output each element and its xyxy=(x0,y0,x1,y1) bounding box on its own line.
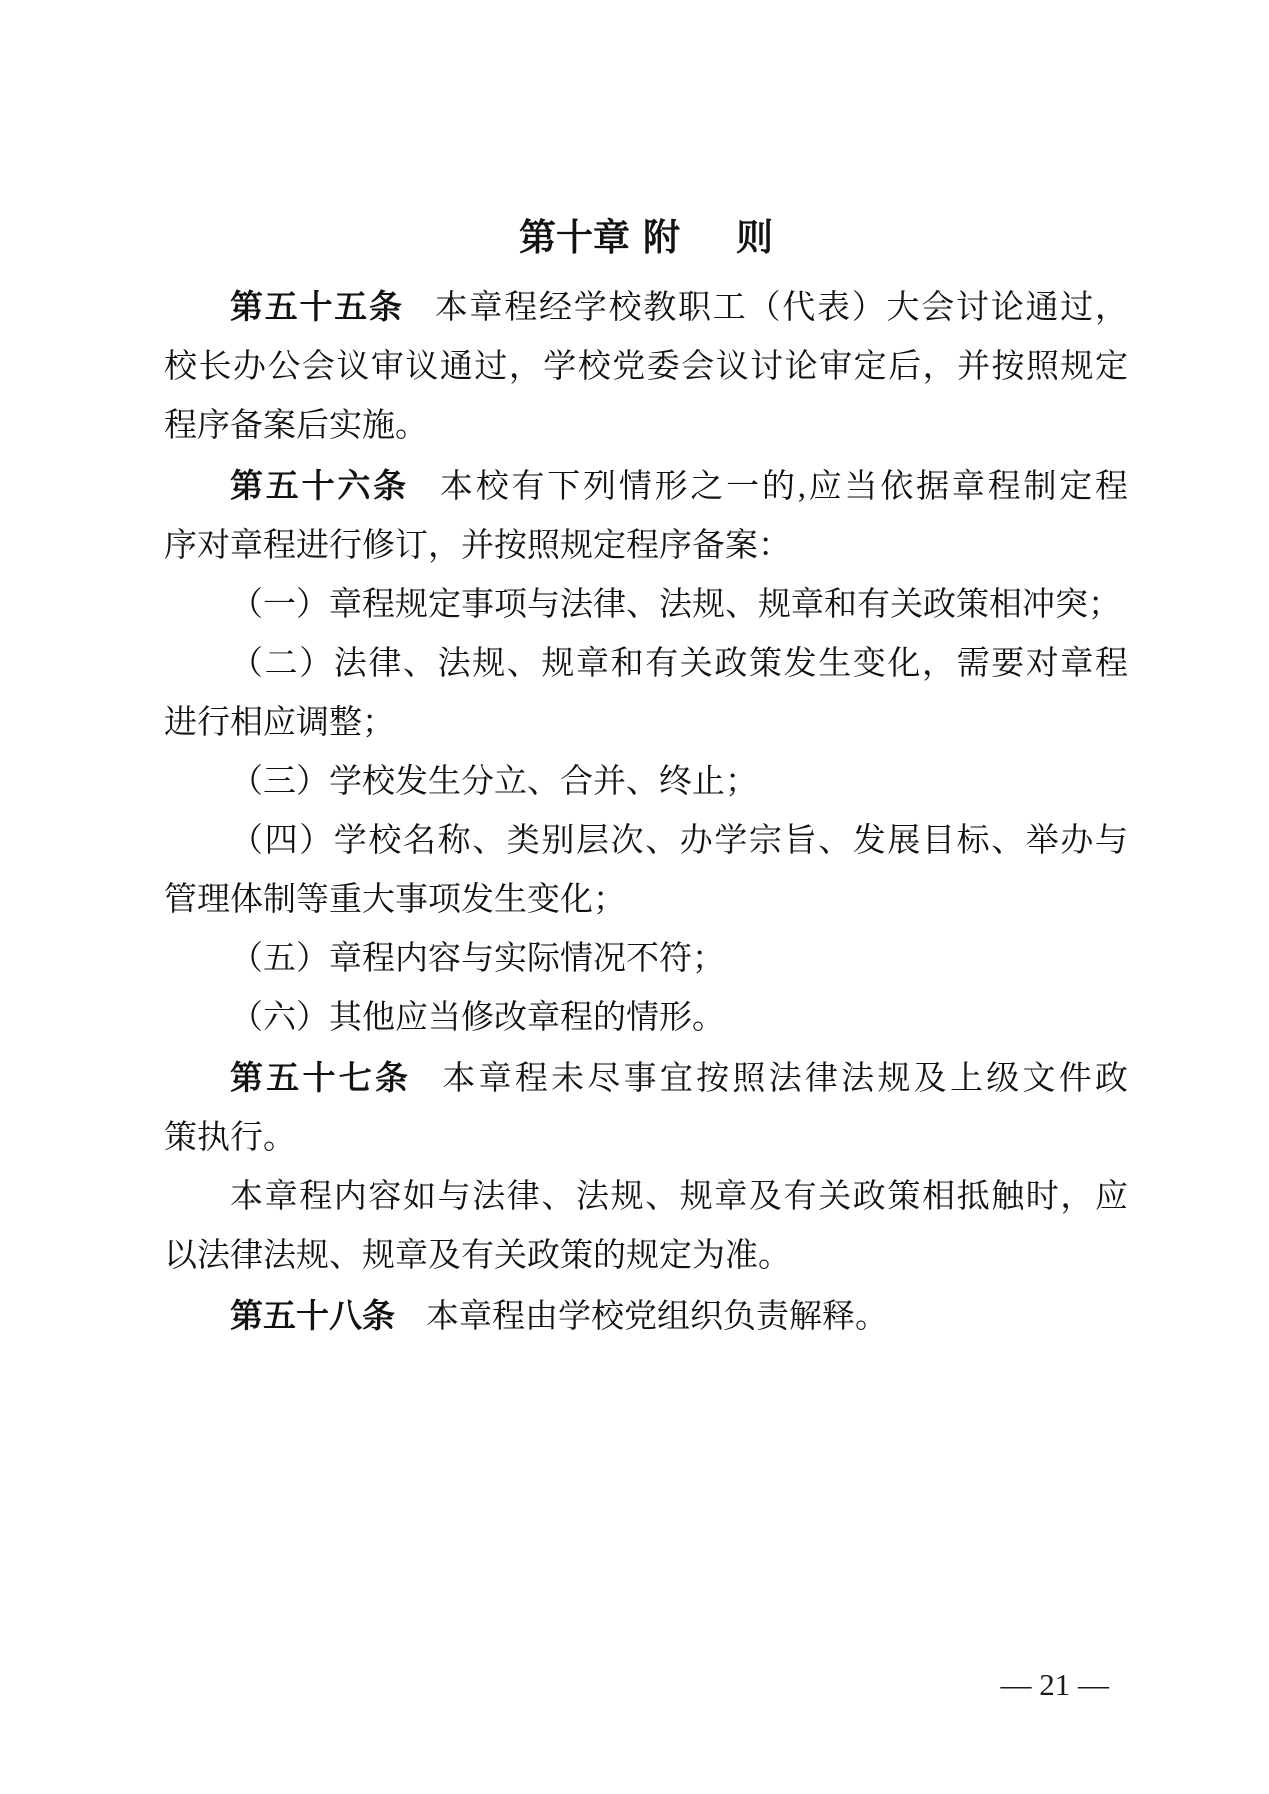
text-line xyxy=(164,517,1128,576)
text-line xyxy=(164,1048,1128,1109)
line-text: 本章程由学校党组织负责解释。 xyxy=(426,1299,888,1335)
text-line xyxy=(164,871,1128,930)
text-line xyxy=(164,1286,1128,1347)
page-number: — 21 — xyxy=(1000,1667,1109,1702)
chapter-name-char-1: 附 xyxy=(643,217,680,258)
text-line xyxy=(164,930,1128,989)
text-line xyxy=(164,1109,1128,1168)
line-text: （五）章程内容与实际情况不符； xyxy=(230,941,725,977)
article-text xyxy=(164,277,1128,1347)
article-number: 第五十六条 xyxy=(230,467,409,504)
text-line xyxy=(164,338,1128,397)
text-line xyxy=(164,1227,1128,1286)
line-text: 策执行。 xyxy=(164,1120,296,1156)
line-text: 序对章程进行修订，并按照规定程序备案： xyxy=(164,528,791,564)
text-line xyxy=(164,1168,1128,1227)
text-line xyxy=(164,576,1128,635)
text-line xyxy=(164,456,1128,517)
line-text: 本章程未尽事宜按照法律法规及上级文件政 xyxy=(442,1061,1129,1097)
line-text: 程序备案后实施。 xyxy=(164,408,428,444)
article-number: 第五十七条 xyxy=(230,1059,412,1096)
line-text: 本校有下列情形之一的,应当依据章程制定程 xyxy=(439,469,1128,505)
line-text: 校长办公会议审议通过，学校党委会议讨论审定后，并按照规定 xyxy=(164,349,1128,385)
line-text: 进行相应调整； xyxy=(164,705,395,741)
chapter-name-char-2: 则 xyxy=(736,217,773,258)
text-line xyxy=(164,989,1128,1048)
text-line xyxy=(164,397,1128,456)
line-text: （一）章程规定事项与法律、法规、规章和有关政策相冲突； xyxy=(230,587,1121,623)
line-text: 本章程内容如与法律、法规、规章及有关政策相抵触时，应 xyxy=(230,1179,1128,1215)
article-number: 第五十五条 xyxy=(230,288,404,325)
line-text: （四）学校名称、类别层次、办学宗旨、发展目标、举办与 xyxy=(230,823,1128,859)
text-line xyxy=(164,753,1128,812)
line-text: （六）其他应当修改章程的情形。 xyxy=(230,1000,725,1036)
article-number: 第五十八条 xyxy=(230,1297,395,1334)
line-text: （三）学校发生分立、合并、终止； xyxy=(230,764,758,800)
text-line xyxy=(164,694,1128,753)
line-text: 以法律法规、规章及有关政策的规定为准。 xyxy=(164,1238,791,1274)
line-text: （二）法律、法规、规章和有关政策发生变化，需要对章程 xyxy=(230,646,1128,682)
line-text: 本章程经学校教职工（代表）大会讨论通过， xyxy=(434,290,1128,326)
page-content xyxy=(164,208,1128,1347)
line-text: 管理体制等重大事项发生变化； xyxy=(164,882,626,918)
text-line xyxy=(164,812,1128,871)
chapter-number: 第十章 xyxy=(519,217,630,258)
chapter-title xyxy=(164,208,1128,268)
text-line xyxy=(164,635,1128,694)
text-line xyxy=(164,277,1128,338)
